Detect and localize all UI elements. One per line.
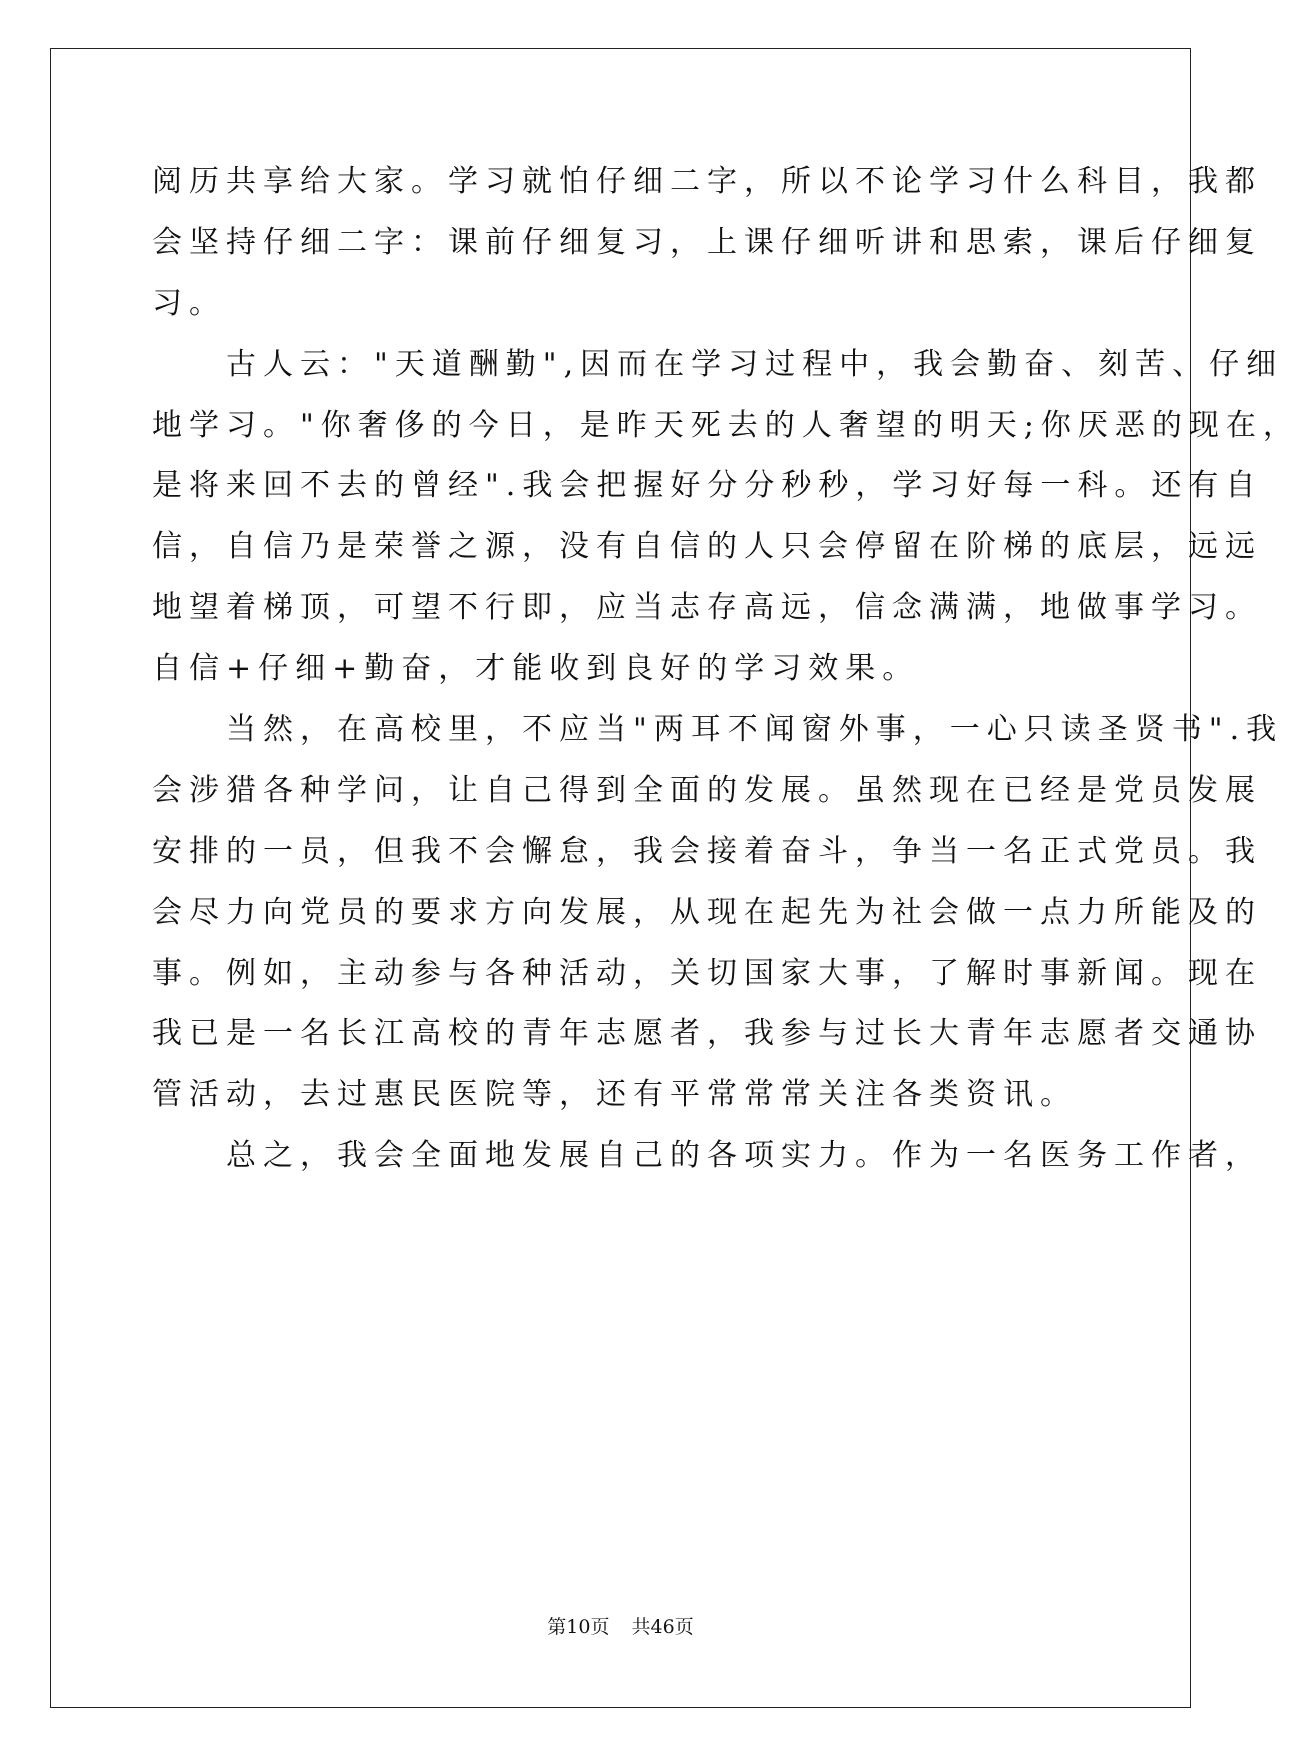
text-line: 自信+仔细+勤奋，才能收到良好的学习效果。 — [152, 651, 920, 687]
text-line: 会尽力向党员的要求方向发展，从现在起先为社会做一点力所能及的 — [152, 894, 1262, 930]
text-line: 管活动，去过惠民医院等，还有平常常常关注各类资讯。 — [152, 1077, 1077, 1113]
text-line: 阅历共享给大家。学习就怕仔细二字，所以不论学习什么科目，我都 — [152, 164, 1262, 199]
text-line: 地望着梯顶，可望不行即，应当志存高远，信念满满，地做事学习。 — [152, 590, 1262, 626]
text-line: 当然，在高校里，不应当"两耳不闻窗外事，一心只读圣贤书".我 — [152, 712, 1284, 748]
text-line: 我已是一名长江高校的青年志愿者，我参与过长大青年志愿者交通协 — [152, 1016, 1262, 1052]
page-footer — [0, 1612, 1241, 1639]
page-number: 第10页 — [547, 1616, 610, 1638]
text-line: 地学习。"你奢侈的今日，是昨天死去的人奢望的明天;你厌恶的现在， — [152, 407, 1300, 443]
text-line: 事。例如，主动参与各种活动，关切国家大事，了解时事新闻。现在 — [152, 955, 1262, 991]
text-line: 总之，我会全面地发展自己的各项实力。作为一名医务工作者， — [152, 1138, 1262, 1174]
text-line: 古人云："天道酬勤",因而在学习过程中，我会勤奋、刻苦、仔细 — [152, 346, 1284, 382]
document-body — [152, 152, 1300, 1187]
text-line: 会坚持仔细二字：课前仔细复习，上课仔细听讲和思索，课后仔细复 — [152, 224, 1262, 260]
text-line: 习。 — [152, 285, 226, 321]
text-line: 会涉猎各种学问，让自己得到全面的发展。虽然现在已经是党员发展 — [152, 772, 1262, 808]
text-line: 安排的一员，但我不会懈怠，我会接着奋斗，争当一名正式党员。我 — [152, 833, 1262, 869]
text-line: 是将来回不去的曾经".我会把握好分分秒秒，学习好每一科。还有自 — [152, 468, 1263, 504]
text-line: 信，自信乃是荣誉之源，没有自信的人只会停留在阶梯的底层，远远 — [152, 529, 1262, 565]
page-total: 共46页 — [631, 1616, 694, 1638]
